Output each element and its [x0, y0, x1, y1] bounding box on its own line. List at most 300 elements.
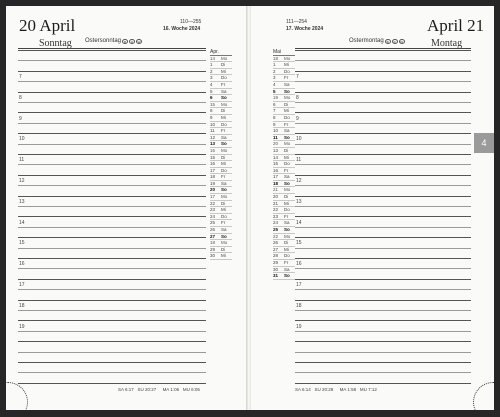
right-header-rule	[295, 48, 471, 49]
cal-number: 27	[273, 246, 279, 252]
right-lined-area[interactable]	[295, 50, 471, 388]
ruled-line	[18, 258, 206, 259]
cal-day-row	[273, 89, 295, 96]
cal-day-row	[273, 260, 295, 267]
cal-day-row	[210, 141, 232, 148]
cal-number: 17	[210, 194, 216, 200]
moonrise-right: MA 1:58	[339, 387, 357, 392]
cal-number: 26	[273, 240, 279, 246]
ruled-line	[295, 320, 471, 321]
hour-label: 10	[19, 136, 25, 143]
cal-weekday: Mo	[221, 194, 228, 200]
cal-day-row	[273, 161, 295, 168]
cal-number: 6	[273, 101, 276, 107]
ruled-line	[18, 154, 206, 155]
cal-weekday: Mi	[284, 108, 289, 114]
cal-day-row	[210, 161, 232, 168]
right-month: April	[427, 16, 463, 35]
cal-number: 7	[273, 108, 276, 114]
hour-label: 9	[296, 115, 299, 122]
cal-weekday: Di	[284, 101, 289, 107]
ruled-line	[18, 279, 206, 280]
ruled-line	[295, 216, 471, 217]
ruled-line	[18, 341, 206, 342]
cal-day-row	[273, 194, 295, 201]
ruled-line	[18, 331, 206, 332]
cal-weekday: Mi	[221, 68, 226, 74]
ruled-line	[295, 258, 471, 259]
ruled-line	[295, 289, 471, 290]
holiday-mark-icon: B	[124, 39, 127, 44]
cal-number: 18	[273, 55, 279, 61]
cal-weekday: So	[284, 227, 290, 233]
ruled-line	[295, 175, 471, 176]
cal-weekday: Sa	[221, 134, 227, 140]
left-page	[6, 6, 247, 410]
cal-weekday: Mo	[221, 240, 228, 246]
cal-weekday: Di	[221, 154, 226, 160]
cal-weekday: Mo	[284, 141, 291, 147]
ruled-line	[18, 362, 206, 363]
cal-day-row	[273, 240, 295, 247]
cal-weekday: So	[284, 88, 290, 94]
cal-weekday: Mo	[221, 55, 228, 61]
cal-number: 28	[273, 253, 279, 259]
sunset-right: SU 20:28	[314, 387, 334, 392]
cal-weekday: Di	[221, 246, 226, 252]
cal-day-row	[273, 69, 295, 76]
cal-weekday: Mo	[284, 233, 291, 239]
ruled-line	[18, 81, 206, 82]
cal-number: 18	[210, 174, 216, 180]
cal-week-row	[210, 148, 232, 155]
cal-weekday: Mo	[221, 147, 228, 153]
cal-weekday: So	[284, 273, 290, 279]
left-week-label: 16. Woche 2024	[163, 26, 201, 32]
ruled-line	[18, 206, 206, 207]
cal-day-row	[273, 148, 295, 155]
right-mini-calendar	[273, 49, 295, 280]
cal-weekday: Do	[284, 253, 290, 259]
cal-number: 4	[210, 81, 213, 87]
sunrise-left: SA 6:17	[118, 387, 134, 392]
cal-number: 14	[273, 154, 279, 160]
cal-number: 22	[273, 233, 279, 239]
cal-week-row	[273, 95, 295, 102]
ruled-line	[18, 300, 206, 301]
cal-weekday: Mi	[284, 154, 289, 160]
hour-label: 8	[19, 94, 22, 101]
hour-label: 14	[19, 219, 25, 226]
hour-label: 16	[19, 261, 25, 268]
ruled-line	[295, 102, 471, 103]
left-cal-title: Apr.	[210, 49, 232, 56]
cal-number: 2	[210, 68, 213, 74]
cal-day-row	[210, 234, 232, 241]
cal-number: 18	[273, 180, 279, 186]
cal-day-row	[210, 115, 232, 122]
cal-day-row	[273, 253, 295, 260]
ruled-line	[18, 216, 206, 217]
ruled-line	[18, 92, 206, 93]
cal-number: 24	[210, 213, 216, 219]
hour-label: 18	[296, 302, 302, 309]
cal-number: 16	[210, 161, 216, 167]
ruled-line	[295, 144, 471, 145]
holiday-mark-icon: D	[130, 39, 134, 44]
cal-weekday: Do	[284, 114, 290, 120]
cal-weekday: So	[221, 141, 227, 147]
cal-number: 29	[273, 260, 279, 265]
ruled-line	[18, 144, 206, 145]
cal-weekday: Do	[221, 213, 227, 219]
ruled-line	[18, 185, 206, 186]
cal-number: 23	[210, 207, 216, 213]
cal-number: 30	[210, 253, 216, 259]
cal-number: 1	[273, 62, 276, 68]
cal-weekday: Di	[284, 240, 289, 246]
cal-number: 21	[273, 187, 279, 193]
cal-number: 16	[210, 147, 216, 153]
cal-day-row	[273, 75, 295, 82]
cal-day-row	[210, 95, 232, 102]
left-day-of-year: 110—255	[180, 19, 202, 25]
ruled-line	[295, 185, 471, 186]
cal-weekday: Mi	[221, 114, 226, 120]
cal-week-row	[210, 194, 232, 201]
ruled-line	[295, 362, 471, 363]
cal-number: 10	[210, 121, 216, 127]
hour-label: 13	[19, 198, 25, 205]
ruled-line	[295, 352, 471, 353]
cal-weekday: Mo	[284, 95, 291, 101]
ruled-line	[18, 237, 206, 238]
hour-label: 7	[19, 74, 22, 80]
cal-weekday: Sa	[221, 88, 227, 94]
cal-weekday: Fr	[284, 121, 289, 127]
ruled-line	[18, 164, 206, 165]
cal-weekday: Sa	[221, 180, 227, 186]
right-footer	[295, 387, 377, 392]
hour-label: 13	[296, 198, 302, 205]
cal-weekday: Sa	[284, 81, 290, 87]
cal-number: 31	[273, 273, 279, 279]
cal-weekday: Mi	[221, 253, 226, 259]
cal-day-row	[273, 168, 295, 175]
ruled-line	[18, 50, 206, 51]
left-footer	[118, 387, 200, 392]
hour-label: 10	[296, 136, 302, 143]
ruled-line	[295, 112, 471, 113]
ruled-line	[18, 196, 206, 197]
cal-day-row	[210, 207, 232, 214]
ruled-line	[18, 383, 206, 384]
hour-label: 18	[19, 302, 25, 309]
ruled-line	[295, 279, 471, 280]
left-header-rule	[18, 48, 206, 49]
month-register-tab[interactable]: 4	[474, 133, 494, 153]
cal-day-row	[210, 155, 232, 162]
ruled-line	[18, 372, 206, 373]
cal-weekday: So	[284, 134, 290, 140]
right-date	[427, 16, 484, 36]
hour-label: 14	[296, 219, 302, 226]
hour-label: 19	[296, 323, 302, 330]
right-holiday-name: Ostermontag	[349, 38, 384, 44]
hour-label: 19	[19, 323, 25, 330]
cal-weekday: Fr	[221, 81, 226, 87]
ruled-line	[18, 268, 206, 269]
cal-weekday: Sa	[284, 128, 290, 134]
ruled-line	[18, 320, 206, 321]
cal-day-row	[210, 108, 232, 115]
ruled-line	[295, 71, 471, 72]
cal-day-row	[273, 214, 295, 221]
ruled-line	[295, 383, 471, 384]
cal-weekday: Mo	[284, 55, 291, 61]
cal-number: 22	[273, 207, 279, 213]
cal-week-row	[273, 234, 295, 241]
hour-label: 7	[296, 74, 299, 80]
left-weekday: Sonntag	[39, 38, 72, 49]
ruled-line	[18, 227, 206, 228]
ruled-line	[295, 237, 471, 238]
cal-weekday: Do	[284, 161, 290, 167]
cal-number: 6	[210, 95, 213, 101]
cal-number: 20	[210, 187, 216, 193]
cal-day-row	[273, 220, 295, 227]
holiday-mark-icon: W	[400, 39, 404, 44]
cal-number: 13	[210, 141, 216, 147]
cal-day-row	[210, 247, 232, 254]
cal-week-row	[273, 141, 295, 148]
cal-day-row	[273, 115, 295, 122]
ruled-line	[18, 60, 206, 61]
hour-label: 16	[296, 261, 302, 268]
cal-week-row	[210, 56, 232, 63]
cal-day-row	[210, 187, 232, 194]
cal-number: 4	[273, 81, 276, 87]
cal-day-row	[210, 181, 232, 188]
cal-weekday: Do	[221, 167, 227, 173]
cal-weekday: Do	[221, 75, 227, 81]
cal-day-row	[273, 102, 295, 109]
cal-weekday: Mi	[284, 246, 289, 252]
ruled-line	[295, 372, 471, 373]
cal-day-row	[273, 128, 295, 135]
right-weekday: Montag	[431, 38, 463, 49]
ruled-line	[295, 60, 471, 61]
cal-day-row	[273, 174, 295, 181]
cal-number: 17	[273, 174, 279, 180]
cal-weekday: Fr	[221, 174, 226, 180]
cal-number: 11	[210, 128, 215, 134]
hour-label: 11	[19, 157, 25, 164]
cal-number: 15	[273, 161, 279, 167]
cal-day-row	[273, 82, 295, 89]
cal-day-row	[273, 62, 295, 69]
cal-day-row	[210, 75, 232, 82]
hour-label: 8	[296, 94, 299, 101]
right-holiday	[349, 38, 405, 44]
cal-number: 11	[273, 134, 278, 140]
cal-number: 29	[210, 246, 216, 252]
hour-label: 12	[296, 178, 302, 184]
cal-number: 20	[273, 141, 279, 147]
cal-number: 21	[273, 200, 279, 206]
cal-weekday: So	[284, 180, 290, 186]
ruled-line	[295, 248, 471, 249]
cal-day-row	[210, 227, 232, 234]
cal-number: 17	[210, 167, 216, 173]
ruled-line	[295, 268, 471, 269]
cal-day-row	[273, 122, 295, 129]
cal-weekday: Fr	[284, 260, 289, 265]
cal-day-row	[210, 82, 232, 89]
cal-weekday: Sa	[284, 220, 290, 226]
cal-day-row	[210, 253, 232, 260]
cal-number: 8	[273, 114, 276, 120]
cal-weekday: Fr	[284, 167, 289, 173]
cal-day-row	[273, 273, 295, 280]
ruled-line	[18, 123, 206, 124]
cal-number: 25	[273, 227, 279, 233]
cal-number: 13	[273, 147, 279, 153]
cal-day-row	[210, 128, 232, 135]
cal-day-row	[210, 201, 232, 208]
left-date	[19, 16, 75, 36]
hour-label: 15	[19, 240, 25, 247]
ruled-line	[295, 341, 471, 342]
left-mini-calendar	[210, 49, 232, 260]
ruled-line	[18, 352, 206, 353]
ruled-line	[295, 92, 471, 93]
cal-day-row	[273, 207, 295, 214]
hour-label: 11	[296, 157, 302, 164]
cal-day-row	[210, 220, 232, 227]
cal-weekday: So	[221, 95, 227, 101]
holiday-mark-icon: D	[393, 39, 396, 44]
right-page	[251, 6, 494, 410]
ruled-line	[295, 50, 471, 51]
cal-number: 8	[210, 108, 213, 114]
cal-day-row	[210, 135, 232, 142]
cal-week-row	[273, 187, 295, 194]
ruled-line	[18, 102, 206, 103]
cal-weekday: Sa	[284, 266, 290, 272]
cal-day-row	[210, 69, 232, 76]
cal-day-row	[273, 155, 295, 162]
cal-number: 19	[210, 180, 216, 186]
cal-number: 5	[273, 88, 276, 94]
ruled-line	[295, 123, 471, 124]
cal-number: 27	[210, 233, 216, 239]
cal-day-row	[273, 227, 295, 234]
cal-weekday: Do	[284, 207, 290, 213]
cal-weekday: Fr	[221, 128, 226, 134]
cal-weekday: Fr	[284, 213, 289, 219]
ruled-line	[295, 300, 471, 301]
holiday-mark-icon: W	[137, 39, 141, 44]
right-day-number: 21	[467, 16, 485, 35]
cal-day-row	[210, 89, 232, 96]
cal-weekday: Di	[284, 147, 289, 153]
cal-number: 12	[210, 134, 216, 140]
cal-weekday: Mi	[284, 200, 289, 206]
cal-day-row	[273, 247, 295, 254]
cal-day-row	[210, 122, 232, 129]
cal-weekday: Fr	[284, 75, 289, 81]
ruled-line	[18, 71, 206, 72]
ruled-line	[295, 81, 471, 82]
cal-day-row	[210, 62, 232, 69]
cal-number: 30	[273, 266, 279, 272]
cal-weekday: Di	[221, 200, 226, 206]
ruled-line	[18, 310, 206, 311]
right-week-label: 17. Woche 2024	[286, 26, 324, 32]
moonset-right: MU 7:12	[359, 387, 377, 392]
cal-day-row	[210, 168, 232, 175]
left-lined-area[interactable]	[18, 50, 206, 388]
cal-weekday: Di	[221, 62, 226, 68]
sunset-left: SU 20:27	[137, 387, 157, 392]
cal-weekday: Mo	[221, 101, 228, 107]
cal-weekday: Mi	[221, 207, 226, 213]
moonrise-left: MA 1:06	[162, 387, 180, 392]
ruled-line	[295, 310, 471, 311]
right-cal-title: Mai	[273, 49, 295, 56]
cal-weekday: So	[221, 187, 227, 193]
cal-day-row	[273, 267, 295, 274]
ruled-line	[295, 154, 471, 155]
cal-number: 26	[210, 227, 216, 233]
cal-number: 20	[273, 194, 279, 200]
ruled-line	[18, 289, 206, 290]
cal-number: 16	[273, 167, 279, 173]
ruled-line	[295, 164, 471, 165]
left-day-number: 20	[19, 16, 36, 35]
hour-label: 15	[296, 240, 302, 247]
cal-week-row	[210, 240, 232, 247]
cal-number: 1	[210, 62, 213, 68]
right-day-of-year: 111—254	[286, 19, 307, 25]
cal-number: 22	[210, 200, 216, 206]
cal-weekday: Mi	[221, 161, 226, 167]
cal-weekday: Fr	[221, 220, 226, 226]
ruled-line	[18, 248, 206, 249]
cal-weekday: Sa	[221, 227, 227, 233]
cal-week-row	[273, 56, 295, 63]
cal-number: 2	[273, 68, 276, 74]
ruled-line	[295, 227, 471, 228]
cal-number: 14	[210, 55, 216, 61]
ruled-line	[295, 206, 471, 207]
cal-day-row	[210, 214, 232, 221]
left-holiday	[85, 38, 142, 44]
hour-label: 17	[296, 282, 302, 288]
cal-day-row	[273, 181, 295, 188]
cal-number: 24	[273, 220, 279, 226]
cal-day-row	[210, 174, 232, 181]
ruled-line	[295, 196, 471, 197]
cal-number: 10	[273, 128, 279, 134]
hour-label: 9	[19, 115, 22, 122]
hour-label: 17	[19, 282, 25, 288]
ruled-line	[295, 331, 471, 332]
cal-day-row	[273, 108, 295, 115]
cal-number: 9	[273, 121, 276, 127]
cal-weekday: So	[221, 233, 227, 239]
